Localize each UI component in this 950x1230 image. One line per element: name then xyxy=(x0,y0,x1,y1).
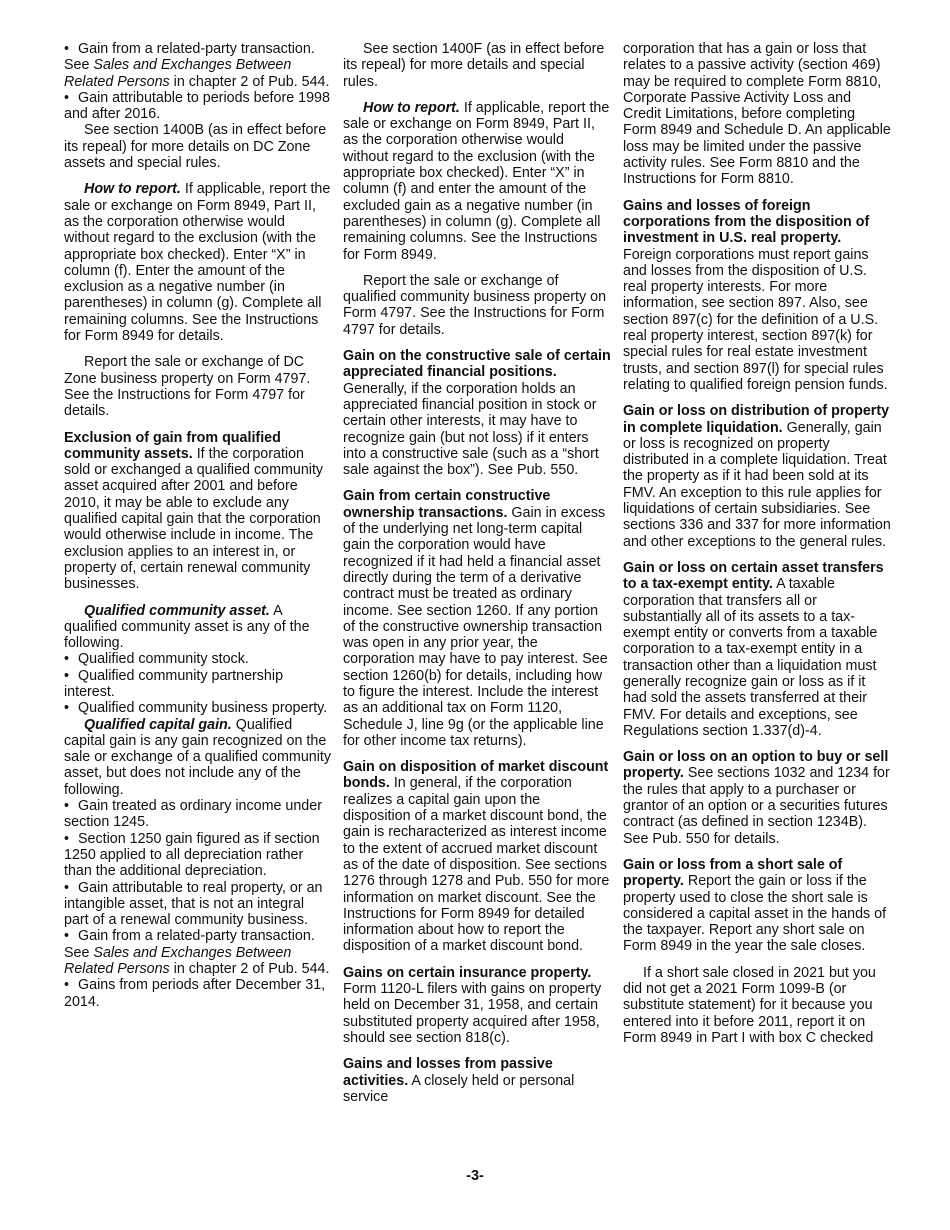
heading-inline: Qualified capital gain. xyxy=(84,716,232,733)
paragraph: Gain or loss on certain asset transfers to a tax-exempt entity. A taxable corporation that transfers all or substantially all of its assets to a tax-exempt entity or converts from a taxable corporation to a tax-exempt entity in a transaction other than a liquidation must generally recognize gain or loss as if it had sold the assets transferred at their FMV. For details and exceptions, see Regulations section 1.337(d)-4. xyxy=(623,559,884,739)
paragraph: Gains and losses from passive activities. A closely held or personal service xyxy=(343,1056,575,1105)
bullet-item: • Gain from a related-party transaction. See Sales and Exchanges Between Related Persons in chapter 2 of Pub. 544. xyxy=(64,928,330,978)
bullet-item: • Qualified community partnership interest. xyxy=(64,667,284,700)
paragraph: How to report. If applicable, report the sale or exchange on Form 8949, Part II, as the corporation otherwise would without regard to the exclusion (with the appropriate box checked). Enter “X” in column (f) and enter the amount of the excluded gain as a negative number (in parentheses) in column (g). Complete all remaining columns. See the Instructions for Form 8949. xyxy=(343,99,610,263)
heading-inline: Gains on certain insurance property. xyxy=(343,964,592,981)
heading-inline: Gains and losses from passive activities. xyxy=(343,1056,553,1089)
paragraph: Qualified community asset. A qualified community asset is any of the following. xyxy=(64,602,310,652)
bullet-item: • Gain treated as ordinary income under section 1245. xyxy=(64,798,322,831)
heading-inline: Gain on the constructive sale of certain appreciated financial positions. xyxy=(343,348,611,381)
column-3 xyxy=(623,41,891,1056)
heading-inline: Exclusion of gain from qualified community assets. xyxy=(64,429,281,462)
bullet-item: • Gain attributable to periods before 1998 and after 2016. xyxy=(64,89,330,123)
paragraph: corporation that has a gain or loss that relates to a passive activity (section 469) may be required to complete Form 8810, Corporate Passive Activity Loss and Credit Limitations, before completing Form 8949 and Schedule D. An applicable loss may be limited under the passive activity rules. See Form 8810 and the Instructions for Form 8810. xyxy=(623,41,891,188)
heading-inline: Gain or loss on certain asset transfers to a tax-exempt entity. xyxy=(623,559,884,593)
paragraph: Gain on disposition of market discount bonds. In general, if the corporation realizes a capital gain upon the disposition of a market discount bond, the gain is recharacterized as interest income to the extent of accrued market discount as of the date of disposition. See sections 1276 through 1278 and Pub. 550 for more information on market discount. See the Instructions for Form 8949 for detailed information about how to report the disposition of a market discount bond. xyxy=(343,759,610,955)
bullet-item: • Gains from periods after December 31, 2014. xyxy=(64,977,326,1010)
paragraph: Gains on certain insurance property. Form 1120-L filers with gains on property held on December 31, 1958, and certain substituted property acquired after 1958, should see section 818(c). xyxy=(343,964,602,1046)
paragraph: Report the sale or exchange of qualified community business property on Form 4797. See the Instructions for Form 4797 for details. xyxy=(343,272,607,338)
paragraph: Gains and losses of foreign corporations from the disposition of investment in U.S. real property. Foreign corporations must report gains and losses from the disposition of U.S. real property interests. For more information, see section 897. Also, see section 897(c) for the definition of a U.S. real property interest, section 897(k) for special rules for real estate investment trusts, and section 897(l) for special rules relating to qualified foreign pension funds. xyxy=(623,197,888,393)
page-number: -3- xyxy=(466,1168,484,1184)
heading-inline: Gain on disposition of market discount bonds. xyxy=(343,759,609,792)
paragraph: How to report. If applicable, report the sale or exchange on Form 8949, Part II, as the corporation otherwise would without regard to the exclusion (with the appropriate box checked). Enter “X” in column (f). Enter the amount of the exclusion as a negative number (in parentheses) in column (g). Complete all remaining columns. See the Instructions for Form 8949 for details. xyxy=(64,181,331,345)
heading-inline: Gain or loss on an option to buy or sell property. xyxy=(623,749,889,782)
heading-inline: How to report. xyxy=(363,99,460,116)
paragraph: See section 1400B (as in effect before its repeal) for more details on DC Zone assets and special rules. xyxy=(64,122,327,172)
heading-inline: How to report. xyxy=(84,181,181,198)
paragraph: Gain on the constructive sale of certain appreciated financial positions. Generally, if the corporation holds an appreciated financial position in stock or certain other interests, it may have to recognize gain (but not loss) if it enters into a constructive sale (such as a “short sale against the box”). See Pub. 550. xyxy=(343,348,611,479)
paragraph: Qualified capital gain. Qualified capital gain is any gain recognized on the sale or exchange of a qualified community asset, but does not include any of the following. xyxy=(64,716,332,798)
paragraph: Gain or loss on an option to buy or sell property. See sections 1032 and 1234 for the rules that apply to a purchaser or grantor of an option or a securities futures contract (as defined in section 1234B). See Pub. 550 for details. xyxy=(623,749,890,847)
heading-inline: Gain or loss from a short sale of property. xyxy=(623,856,843,890)
heading-inline: Gains and losses of foreign corporations from the disposition of investment in U.S. real property. xyxy=(623,197,870,247)
column-1 xyxy=(64,41,332,1010)
paragraph: Exclusion of gain from qualified community assets. If the corporation sold or exchanged a qualified community asset acquired after 2001 and before 2010, it may be able to exclude any qualified capital gain that the corporation would otherwise include in income. The exclusion applies to an interest in, or property of, certain renewal community businesses. xyxy=(64,429,324,593)
bullet-item: • Section 1250 gain figured as if section 1250 applied to all depreciation rather than the additional depreciation. xyxy=(64,830,320,880)
paragraph: Report the sale or exchange of DC Zone business property on Form 4797. See the Instructions for Form 4797 for details. xyxy=(64,354,311,420)
bullet-item: • Qualified community stock. xyxy=(64,651,249,668)
bullet-item: • Qualified community business property. xyxy=(64,700,328,717)
bullet-item: • Gain attributable to real property, or an intangible asset, that is not an integral part of a renewal community business. xyxy=(64,879,323,929)
bullet-item: • Gain from a related-party transaction. See Sales and Exchanges Between Related Persons in chapter 2 of Pub. 544. xyxy=(64,41,330,90)
paragraph: See section 1400F (as in effect before its repeal) for more details and special rules. xyxy=(343,41,605,90)
paragraph: Gain or loss from a short sale of property. Report the gain or loss if the property used to close the short sale is considered a capital asset in the hands of the taxpayer. Report any short sale on Form 8949 in the year the sale closes. xyxy=(623,856,887,955)
heading-inline: Gain or loss on distribution of property in complete liquidation. xyxy=(623,403,890,436)
paragraph: If a short sale closed in 2021 but you did not get a 2021 Form 1099-B (or substitute statement) for it because you entered into it before 2011, report it on Form 8949 in Part I with box C checked xyxy=(623,964,876,1046)
heading-inline: Gain from certain constructive ownership transactions. xyxy=(343,488,551,521)
paragraph: Gain from certain constructive ownership transactions. Gain in excess of the underlying net long-term capital gain the corporation would have recognized if it had held a financial asset directly during the term of a derivative contract must be treated as ordinary income. See section 1260. If any portion of the constructive ownership transaction was open in any prior year, the corporation may have to pay interest. See section 1260(b) for details, including how to figure the interest. Include the interest as an additional tax on Form 1120, Schedule J, line 9g (or the applicable line for other income tax returns). xyxy=(343,488,608,749)
paragraph: Gain or loss on distribution of property in complete liquidation. Generally, gain or loss is recognized on property distributed in a complete liquidation. Treat the property as if it had been sold at its FMV. An exception to this rule applies for liquidations of certain subsidiaries. See sections 336 and 337 for more information and other exceptions to the general rules. xyxy=(623,403,891,550)
column-2 xyxy=(343,41,611,1115)
heading-inline: Qualified community asset. xyxy=(84,602,270,619)
